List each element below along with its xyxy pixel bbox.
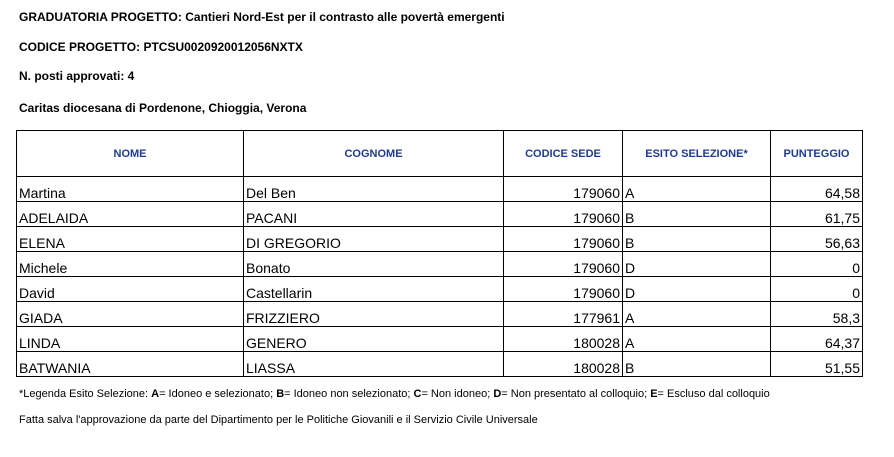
table-row bbox=[17, 302, 863, 327]
approval-note: Fatta salva l'approvazione da parte del Dipartimento per le Politiche Giovanili e il Servizio Civile Universale bbox=[19, 414, 538, 426]
table-row bbox=[17, 177, 863, 202]
cell-codice-sede: 179060 bbox=[504, 277, 623, 302]
cell-codice-sede: 180028 bbox=[504, 352, 623, 377]
cell-codice-sede: 177961 bbox=[504, 302, 623, 327]
ranking-table bbox=[16, 130, 863, 377]
project-title: GRADUATORIA PROGETTO: Cantieri Nord-Est per il contrasto alle povertà emergenti bbox=[19, 10, 505, 24]
cell-nome: Michele bbox=[17, 252, 244, 277]
legend-text: = Non presentato al colloquio; bbox=[501, 388, 651, 400]
cell-esito: D bbox=[623, 277, 771, 302]
cell-nome: Martina bbox=[17, 177, 244, 202]
cell-codice-sede: 179060 bbox=[504, 202, 623, 227]
cell-nome: David bbox=[17, 277, 244, 302]
cell-esito: A bbox=[623, 302, 771, 327]
table-row bbox=[17, 327, 863, 352]
organization-name: Caritas diocesana di Pordenone, Chioggia, Verona bbox=[19, 101, 307, 115]
cell-codice-sede: 180028 bbox=[504, 327, 623, 352]
table-row bbox=[17, 277, 863, 302]
selection-legend bbox=[19, 388, 770, 400]
cell-esito: B bbox=[623, 227, 771, 252]
cell-cognome: DI GREGORIO bbox=[244, 227, 504, 252]
project-code: CODICE PROGETTO: PTCSU0020920012056NXTX bbox=[19, 40, 303, 54]
legend-key: D bbox=[493, 388, 502, 400]
cell-punteggio: 56,63 bbox=[771, 227, 863, 252]
column-header-punteggio: PUNTEGGIO bbox=[771, 131, 863, 177]
cell-nome: GIADA bbox=[17, 302, 244, 327]
table-row bbox=[17, 202, 863, 227]
column-header-nome: NOME bbox=[17, 131, 244, 177]
cell-cognome: PACANI bbox=[244, 202, 504, 227]
cell-nome: ADELAIDA bbox=[17, 202, 244, 227]
cell-esito: B bbox=[623, 352, 771, 377]
table-row bbox=[17, 227, 863, 252]
legend-text: = Non idoneo; bbox=[421, 388, 494, 400]
cell-esito: D bbox=[623, 252, 771, 277]
table-row bbox=[17, 352, 863, 377]
cell-cognome: GENERO bbox=[244, 327, 504, 352]
cell-esito: A bbox=[623, 177, 771, 202]
legend-key: C bbox=[413, 388, 422, 400]
column-header-codice-sede: CODICE SEDE bbox=[504, 131, 623, 177]
legend-key: B bbox=[276, 388, 285, 400]
legend-prefix: *Legenda Esito Selezione: bbox=[19, 388, 152, 400]
cell-punteggio: 64,37 bbox=[771, 327, 863, 352]
column-header-esito: ESITO SELEZIONE* bbox=[623, 131, 771, 177]
cell-punteggio: 51,55 bbox=[771, 352, 863, 377]
legend-text: = Idoneo e selezionato; bbox=[159, 388, 277, 400]
cell-codice-sede: 179060 bbox=[504, 177, 623, 202]
cell-nome: BATWANIA bbox=[17, 352, 244, 377]
cell-nome: ELENA bbox=[17, 227, 244, 252]
cell-nome: LINDA bbox=[17, 327, 244, 352]
table-row bbox=[17, 252, 863, 277]
cell-punteggio: 58,3 bbox=[771, 302, 863, 327]
cell-esito: A bbox=[623, 327, 771, 352]
cell-esito: B bbox=[623, 202, 771, 227]
legend-text: = Escluso dal colloquio bbox=[657, 388, 770, 400]
cell-punteggio: 61,75 bbox=[771, 202, 863, 227]
legend-key: E bbox=[650, 388, 658, 400]
cell-cognome: Castellarin bbox=[244, 277, 504, 302]
table-header-row bbox=[17, 131, 863, 177]
cell-cognome: FRIZZIERO bbox=[244, 302, 504, 327]
legend-text: = Idoneo non selezionato; bbox=[284, 388, 414, 400]
cell-codice-sede: 179060 bbox=[504, 252, 623, 277]
cell-codice-sede: 179060 bbox=[504, 227, 623, 252]
cell-punteggio: 0 bbox=[771, 252, 863, 277]
column-header-cognome: COGNOME bbox=[244, 131, 504, 177]
cell-cognome: Bonato bbox=[244, 252, 504, 277]
cell-cognome: LIASSA bbox=[244, 352, 504, 377]
cell-punteggio: 64,58 bbox=[771, 177, 863, 202]
cell-cognome: Del Ben bbox=[244, 177, 504, 202]
cell-punteggio: 0 bbox=[771, 277, 863, 302]
approved-positions: N. posti approvati: 4 bbox=[19, 69, 135, 83]
legend-key: A bbox=[151, 388, 160, 400]
